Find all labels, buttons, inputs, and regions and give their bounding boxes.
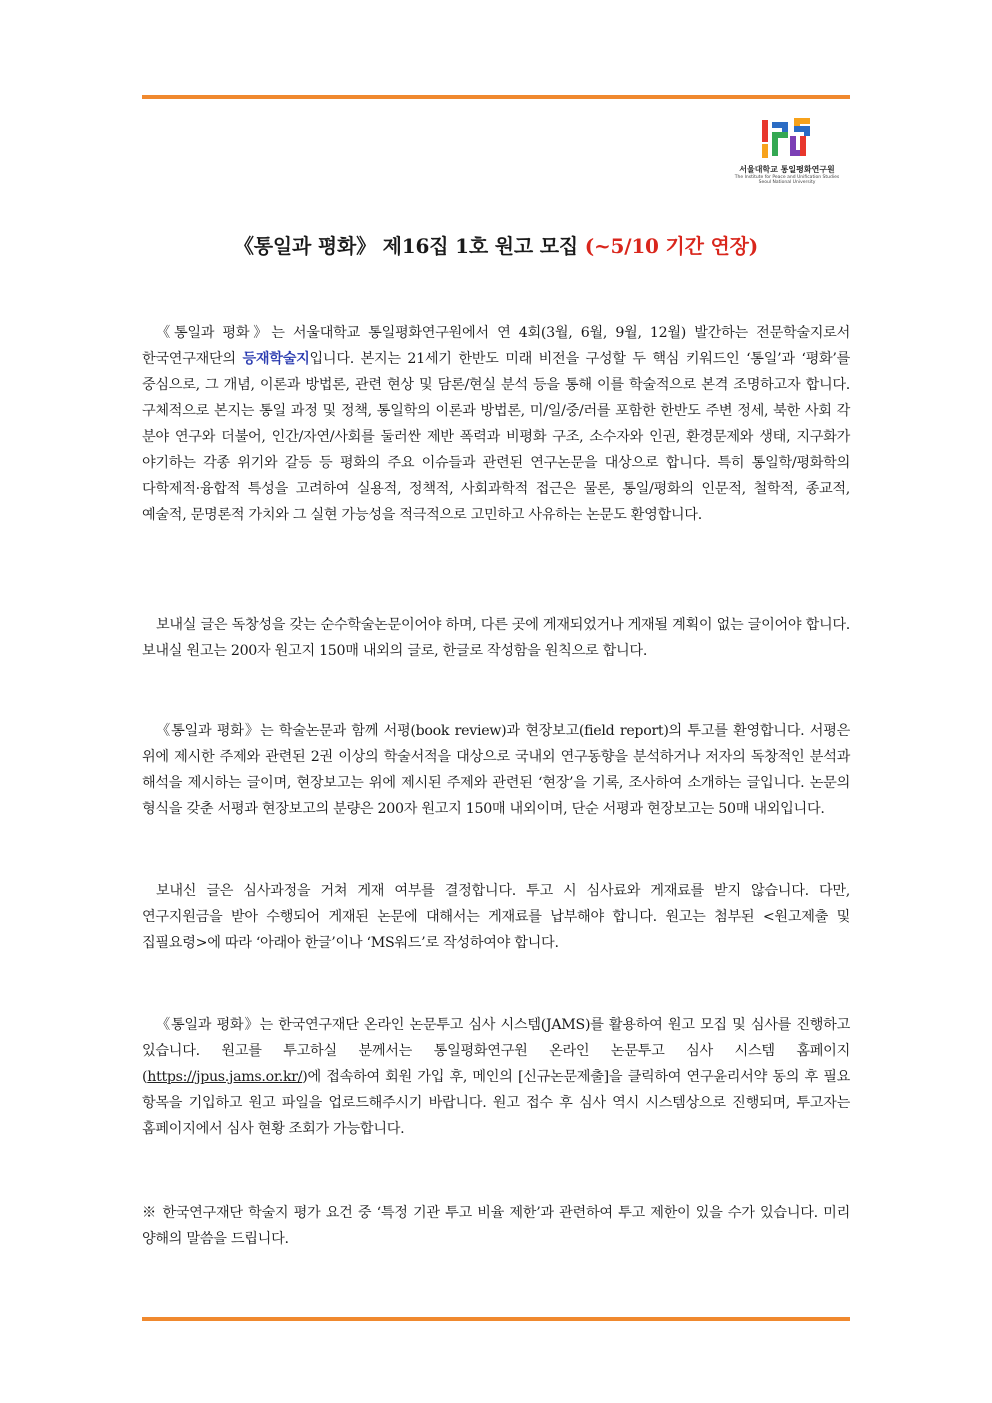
submission-text-b: )에 접속하여 회원 가입 후, 메인의 [신규논문제출]을 클릭하여 연구윤리서약 동의 후 필요 항목을 기입하고 원고 파일을 업로드해주시기 바랍니다. 원고 접수 후 심사 역시 시스템상으로 진행되며, 투고자는 홈페이지에서 심사 현황 조회가 가능합니다. xyxy=(142,1069,850,1137)
page-title xyxy=(142,230,850,259)
intro-text-a: 《통일과 평화》는 서울대학교 통일평화연구원에서 연 4회(3월, 6월, 9월, 12월) 발간하는 전문학술지로서 한국연구재단의 xyxy=(142,325,850,367)
institute-logo xyxy=(724,114,850,184)
intro-text-b: 입니다. 본지는 21세기 한반도 미래 비전을 구성할 두 핵심 키워드인 ‘통일’과 ‘평화’를 중심으로, 그 개념, 이론과 방법론, 관련 현상 및 담론/현실 분석 등을 통해 이를 학술적으로 본격 조명하고자 합니다. 구체적으로 본지는 통일 과정 및 정책, 통일학의 이론과 방법론, 미/일/중/러를 포함한 한반도 주변 정세, 북한 사회 각 분야 연구와 더불어, 인간/자연/사회를 둘러싼 제반 폭력과 비평화 구조, 소수자와 인권, 환경문제와 생태, 지구화가 야기하는 각종 위기와 갈등 등 평화의 주요 이슈들과 관련된 연구논문을 대상으로 합니다. 특히 통일학/평화학의 다학제적·융합적 특성을 고려하여 실용적, 정책적, 사회과학적 접근은 물론, 통일/평화의 인문적, 철학적, 종교적, 예술적, 문명론적 가치와 그 실현 가능성을 적극적으로 고민하고 사유하는 논문도 환영합니다. xyxy=(142,351,851,523)
logo-english-name: The Institute for Peace and Unification Studies xyxy=(734,175,840,180)
review-process-paragraph: 보내신 글은 심사과정을 거쳐 게재 여부를 결정합니다. 투고 시 심사료와 게재료를 받지 않습니다. 다만, 연구지원금을 받아 수행되어 게재된 논문에 대해서는 게재료를 납부해야 합니다. 원고는 첨부된 <원고제출 및 집필요령>에 따라 ‘아래아 한글’이나 ‘MS워드’로 작성하여야 합니다. xyxy=(142,883,850,951)
originality-paragraph: 보내실 글은 독창성을 갖는 순수학술논문이어야 하며, 다른 곳에 게재되었거나 게재될 계획이 없는 글이어야 합니다. 보내실 원고는 200자 원고지 150매 내외의 글로, 한글로 작성함을 원칙으로 합니다. xyxy=(142,617,850,659)
logo-institute-name: 서울대학교 통일평화연구원 xyxy=(739,165,835,174)
review-report-paragraph: 《통일과 평화》는 학술논문과 함께 서평(book review)과 현장보고(field report)의 투고를 환영합니다. 서평은 위에 제시한 주제와 관련된 2권 이상의 학술서적을 대상으로 국내외 연구동향을 분석하거나 저자의 독창적인 분석과 해석을 제시하는 글이며, 현장보고는 위에 제시된 주제와 관련된 ‘현장’을 기록, 조사하여 소개하는 글입니다. 논문의 형식을 갖춘 서평과 현장보고의 분량은 200자 원고지 150매 내외이며, 단순 서평과 현장보고는 50매 내외입니다. xyxy=(142,723,850,817)
accredited-journal-highlight: 등재학술지 xyxy=(242,351,310,367)
notice-paragraph: ※ 한국연구재단 학술지 평가 요건 중 ‘특정 기관 투고 비율 제한’과 관련하여 투고 제한이 있을 수가 있습니다. 미리 양해의 말씀을 드립니다. xyxy=(142,1205,850,1247)
logo-university-name: Seoul National University xyxy=(758,180,816,185)
top-orange-rule xyxy=(142,95,850,99)
submission-system-paragraph xyxy=(142,1012,850,1142)
bottom-orange-rule xyxy=(142,1317,850,1321)
jams-homepage-link[interactable]: https://jpus.jams.or.kr/ xyxy=(147,1069,303,1085)
title-deadline-extension: (~5/10 기간 연장) xyxy=(584,234,759,258)
ipus-logo-icon xyxy=(754,114,820,164)
submission-text-a: 《통일과 평화》는 한국연구재단 온라인 논문투고 심사 시스템(JAMS)를 활용하여 원고 모집 및 심사를 진행하고 있습니다. 원고를 투고하실 분께서는 통일평화연구원 온라인 논문투고 심사 시스템 홈페이지( xyxy=(142,1017,850,1085)
intro-paragraph xyxy=(142,320,850,528)
title-main: 《통일과 평화》 제16집 1호 원고 모집 xyxy=(233,234,585,258)
